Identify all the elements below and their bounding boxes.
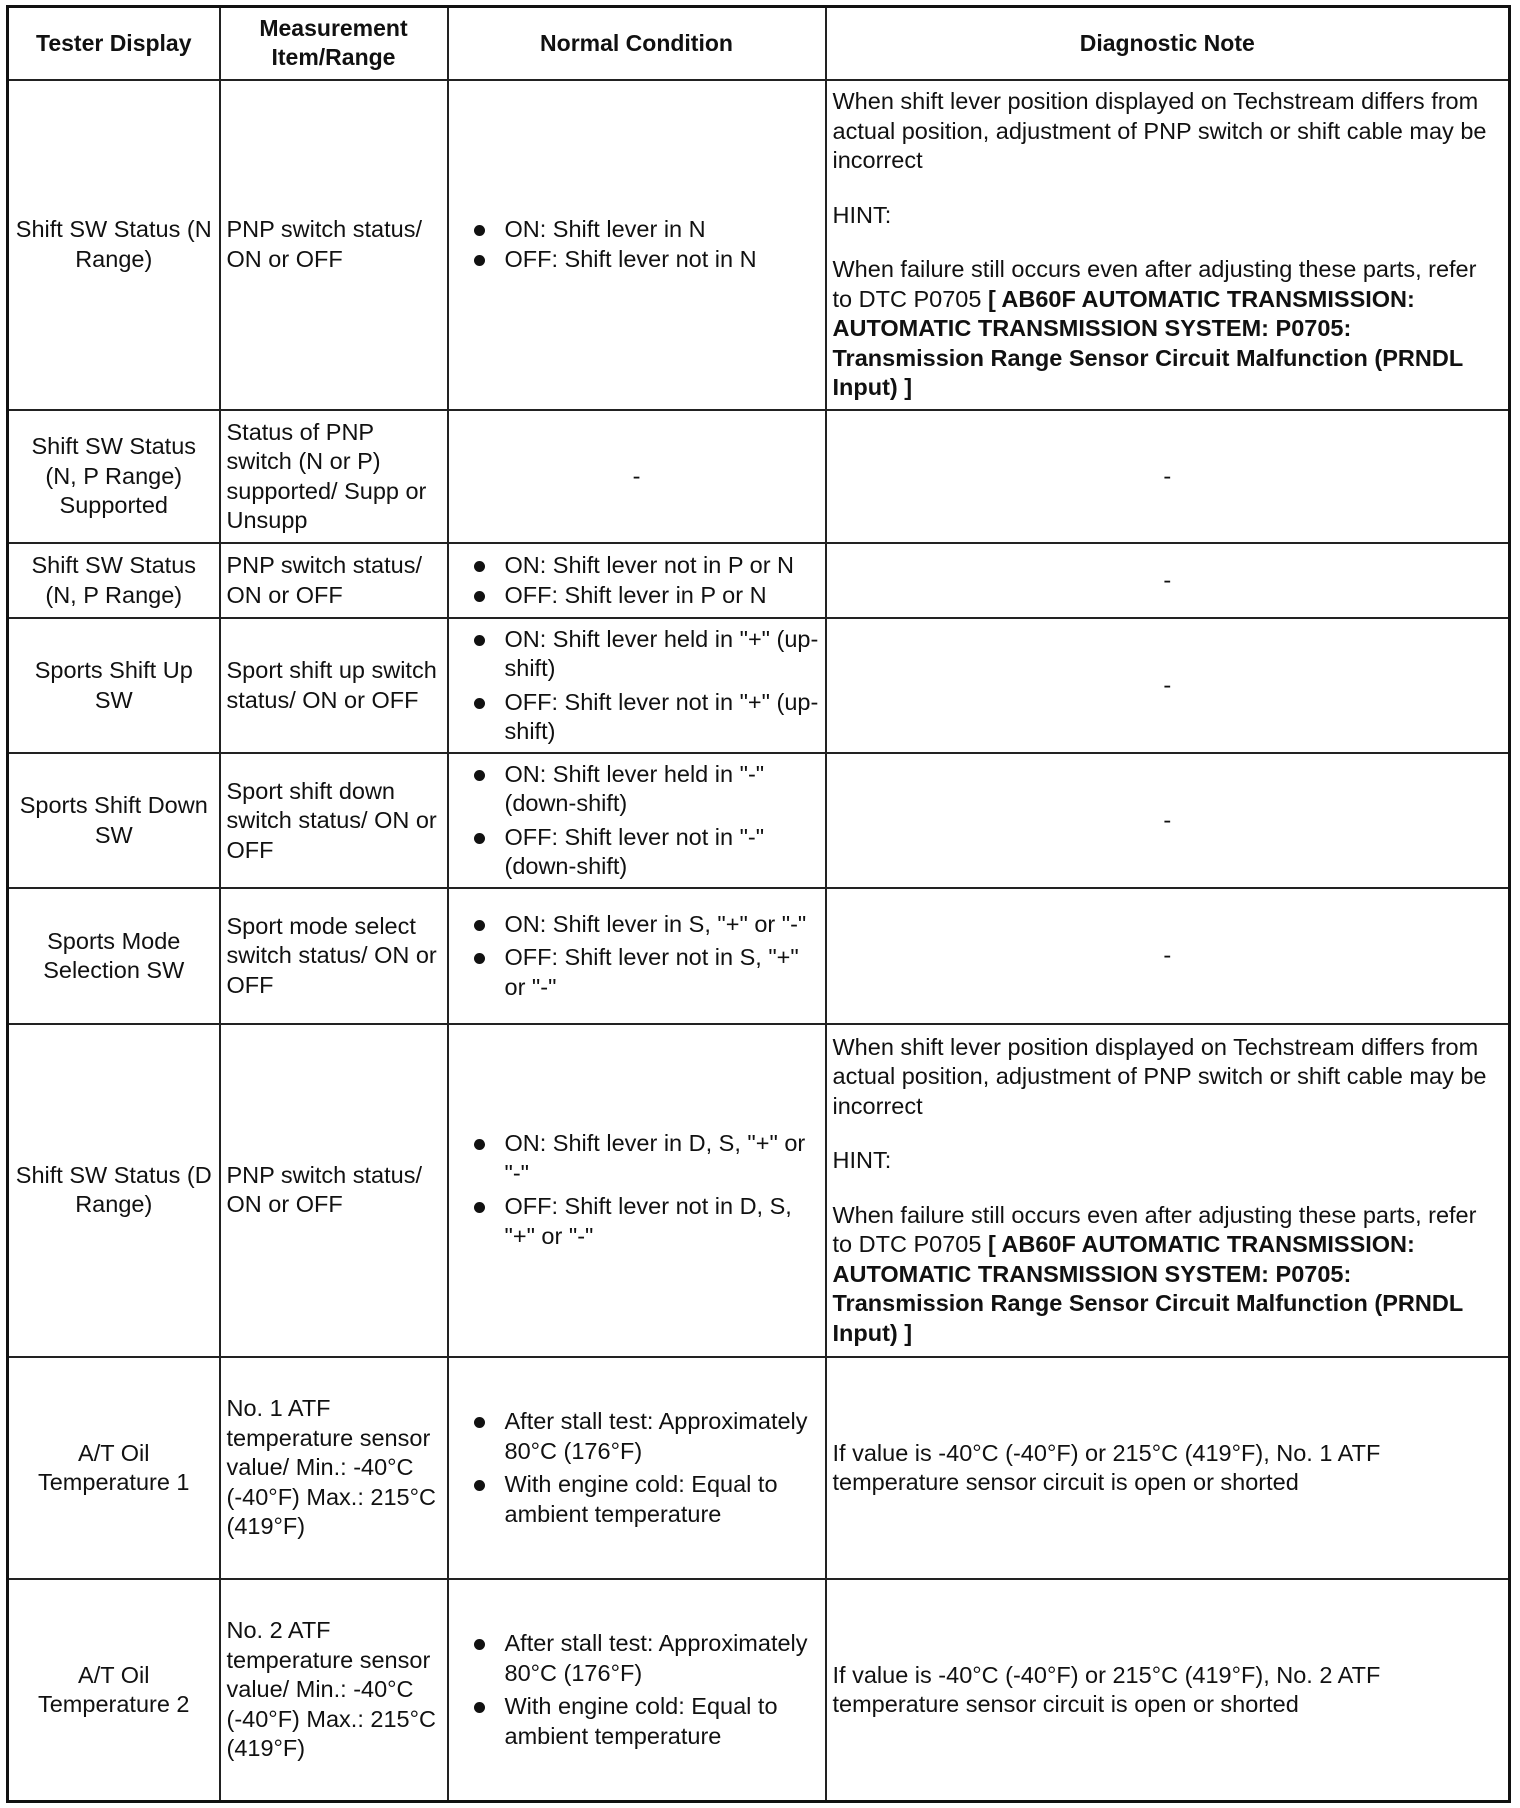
note-reference bbox=[833, 1201, 1503, 1349]
diagnostic-note-cell: - bbox=[826, 888, 1510, 1023]
condition-item: OFF: Shift lever in P or N bbox=[505, 581, 819, 611]
normal-condition-cell bbox=[448, 1357, 826, 1579]
tester-display-cell: A/T Oil Temperature 2 bbox=[8, 1579, 220, 1801]
measurement-cell: PNP switch status/ ON or OFF bbox=[220, 543, 448, 618]
condition-item: ON: Shift lever held in "+" (up-shift) bbox=[505, 625, 819, 684]
condition-item: OFF: Shift lever not in S, "+" or "-" bbox=[505, 943, 819, 1002]
tester-display-cell: Shift SW Status (D Range) bbox=[8, 1024, 220, 1357]
condition-item: ON: Shift lever in N bbox=[505, 215, 819, 245]
diagnostic-note-cell: If value is -40°C (-40°F) or 215°C (419°F), No. 2 ATF temperature sensor circuit is open or shorted bbox=[826, 1579, 1510, 1801]
diagnostic-note-cell: - bbox=[826, 618, 1510, 753]
diagnostic-note-cell bbox=[826, 1024, 1510, 1357]
diagnostic-note-cell: - bbox=[826, 410, 1510, 543]
table-row bbox=[8, 410, 1510, 543]
measurement-cell: PNP switch status/ ON or OFF bbox=[220, 80, 448, 410]
condition-item: With engine cold: Equal to ambient temperature bbox=[505, 1470, 819, 1529]
note-reference-text: When failure still occurs even after adjusting these parts, refer to DTC P0705 bbox=[832, 1201, 1477, 1257]
tester-display-cell: Sports Shift Down SW bbox=[8, 753, 220, 888]
note-hint: HINT: bbox=[832, 1147, 892, 1173]
tester-display-cell: Sports Mode Selection SW bbox=[8, 888, 220, 1023]
measurement-cell: PNP switch status/ ON or OFF bbox=[220, 1024, 448, 1357]
note-paragraph: When shift lever position displayed on Techstream differs from actual position, adjustment of PNP switch or shift cable may be incorrect bbox=[832, 88, 1487, 173]
header-row bbox=[8, 7, 1510, 80]
normal-condition-cell bbox=[448, 753, 826, 888]
table-row bbox=[8, 888, 1510, 1023]
condition-item: ON: Shift lever not in P or N bbox=[505, 551, 819, 581]
normal-condition-cell bbox=[448, 1024, 826, 1357]
condition-item: OFF: Shift lever not in N bbox=[505, 245, 819, 275]
measurement-cell: No. 1 ATF temperature sensor value/ Min.: -40°C (-40°F) Max.: 215°C (419°F) bbox=[220, 1357, 448, 1579]
diagnostic-note-cell: - bbox=[826, 753, 1510, 888]
normal-condition-cell: - bbox=[448, 410, 826, 543]
measurement-cell: No. 2 ATF temperature sensor value/ Min.: -40°C (-40°F) Max.: 215°C (419°F) bbox=[220, 1579, 448, 1801]
header-tester-display: Tester Display bbox=[8, 7, 220, 80]
table-row bbox=[8, 1024, 1510, 1357]
condition-item: After stall test: Approximately 80°C (176°F) bbox=[505, 1629, 819, 1688]
normal-condition-cell bbox=[448, 1579, 826, 1801]
table-row bbox=[8, 80, 1510, 410]
condition-item: After stall test: Approximately 80°C (176°F) bbox=[505, 1407, 819, 1466]
diagnostic-note-cell bbox=[826, 80, 1510, 410]
dtc-reference-link[interactable]: [ AB60F AUTOMATIC TRANSMISSION: AUTOMATIC TRANSMISSION SYSTEM: P0705: Transmission Range Sensor Circuit Malfunction (PRNDL Input) ] bbox=[832, 1231, 1463, 1346]
tester-display-cell: Shift SW Status (N, P Range) Supported bbox=[8, 410, 220, 543]
measurement-cell: Sport mode select switch status/ ON or OFF bbox=[220, 888, 448, 1023]
condition-item: With engine cold: Equal to ambient temperature bbox=[505, 1692, 819, 1751]
normal-condition-cell bbox=[448, 543, 826, 618]
header-diagnostic-note: Diagnostic Note bbox=[826, 7, 1510, 80]
condition-item: ON: Shift lever in D, S, "+" or "-" bbox=[505, 1129, 819, 1188]
tester-display-cell: Shift SW Status (N, P Range) bbox=[8, 543, 220, 618]
condition-item: ON: Shift lever held in "-" (down-shift) bbox=[505, 760, 819, 819]
measurement-cell: Status of PNP switch (N or P) supported/ Supp or Unsupp bbox=[220, 410, 448, 543]
condition-item: OFF: Shift lever not in "-" (down-shift) bbox=[505, 823, 819, 882]
note-reference-text: When failure still occurs even after adjusting these parts, refer to DTC P0705 bbox=[832, 256, 1477, 312]
header-normal-condition: Normal Condition bbox=[448, 7, 826, 80]
table-row bbox=[8, 1579, 1510, 1801]
dtc-reference-link[interactable]: [ AB60F AUTOMATIC TRANSMISSION: AUTOMATIC TRANSMISSION SYSTEM: P0705: Transmission Range Sensor Circuit Malfunction (PRNDL Input) ] bbox=[832, 285, 1463, 400]
normal-condition-cell bbox=[448, 618, 826, 753]
note-hint: HINT: bbox=[832, 201, 892, 228]
normal-condition-cell bbox=[448, 888, 826, 1023]
table-row bbox=[8, 1357, 1510, 1579]
measurement-cell: Sport shift up switch status/ ON or OFF bbox=[220, 618, 448, 753]
table-row bbox=[8, 618, 1510, 753]
tester-display-cell: A/T Oil Temperature 1 bbox=[8, 1357, 220, 1579]
condition-item: ON: Shift lever in S, "+" or "-" bbox=[505, 910, 819, 940]
data-list-table bbox=[6, 5, 1511, 1803]
diagnostic-note-cell: - bbox=[826, 543, 1510, 618]
table-row bbox=[8, 753, 1510, 888]
measurement-cell: Sport shift down switch status/ ON or OFF bbox=[220, 753, 448, 888]
table-row bbox=[8, 543, 1510, 618]
condition-item: OFF: Shift lever not in D, S, "+" or "-" bbox=[505, 1192, 819, 1251]
header-measurement: Measurement Item/Range bbox=[220, 7, 448, 80]
normal-condition-cell bbox=[448, 80, 826, 410]
diagnostic-note-cell: If value is -40°C (-40°F) or 215°C (419°F), No. 1 ATF temperature sensor circuit is open or shorted bbox=[826, 1357, 1510, 1579]
note-paragraph: When shift lever position displayed on Techstream differs from actual position, adjustment of PNP switch or shift cable may be incorrect bbox=[832, 1033, 1487, 1119]
condition-item: OFF: Shift lever not in "+" (up-shift) bbox=[505, 688, 819, 747]
tester-display-cell: Shift SW Status (N Range) bbox=[8, 80, 220, 410]
tester-display-cell: Sports Shift Up SW bbox=[8, 618, 220, 753]
note-reference bbox=[833, 255, 1503, 403]
